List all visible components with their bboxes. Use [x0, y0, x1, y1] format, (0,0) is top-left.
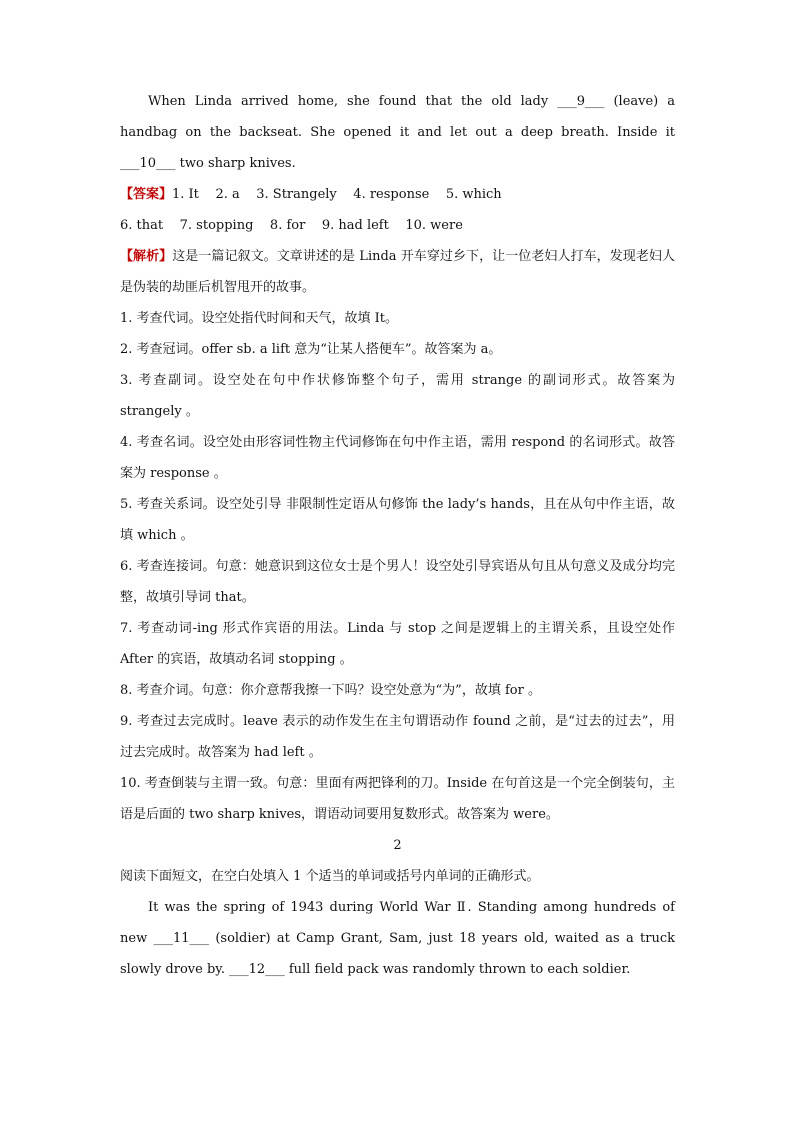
analysis-item-2: 2. 考查冠词。offer sb. a lift 意为“让某人搭便车”。故答案为 a。 — [120, 342, 502, 357]
exercise-instruction: 阅读下面短文，在空白处填入 1 个适当的单词或括号内单词的正确形式。 — [120, 869, 540, 884]
analysis-intro — [120, 241, 675, 303]
analysis-item-10: 10. 考查倒装与主谓一致。句意：里面有两把锋利的刀。Inside 在句首这是一个完全倒装句，主语是后面的 two sharp knives，谓语动词要用复数形式。故答案为 were。 — [120, 776, 675, 822]
analysis-item-1: 1. 考查代词。设空处指代时间和天气，故填 It。 — [120, 311, 399, 326]
document-content — [120, 86, 675, 985]
analysis-item-7: 7. 考查动词-ing 形式作宾语的用法。Linda 与 stop 之间是逻辑上的主谓关系，且设空处作 After 的宾语，故填动名词 stopping 。 — [120, 621, 675, 667]
section-number: 2 — [393, 838, 402, 853]
analysis-item-6: 6. 考查连接词。句意：她意识到这位女士是个男人！设空处引导宾语从句且从句意义及成分均完整，故填引导词 that。 — [120, 559, 675, 605]
analysis-item-5: 5. 考查关系词。设空处引导 非限制性定语从句修饰 the lady’s hands，且在从句中作主语，故填 which 。 — [120, 497, 675, 543]
answer-line-2 — [120, 210, 675, 241]
passage2-paragraph: It was the spring of 1943 during World War Ⅱ. Standing among hundreds of new ___11___ (soldier) at Camp Grant, Sam, just 18 years old, waited as a truck slowly drove by. ___12___ full field pack was randomly thrown to each soldier. — [120, 900, 675, 977]
answer-line-1 — [120, 179, 675, 210]
answer-list-1: 1. It 2. a 3. Strangely 4. response 5. which — [172, 187, 502, 202]
answer-list-2: 6. that 7. stopping 8. for 9. had left 10. were — [120, 218, 463, 233]
passage-paragraph-end: When Linda arrived home, she found that the old lady ___9___ (leave) a handbag on the backseat. She opened it and let out a deep breath. Inside it ___10___ two sharp knives. — [120, 94, 675, 171]
analysis-label: 【解析】 — [120, 249, 173, 264]
answer-label: 【答案】 — [120, 187, 173, 202]
analysis-item-3: 3. 考查副词。设空处在句中作状修饰整个句子，需用 strange 的副词形式。故答案为 strangely 。 — [120, 373, 675, 419]
analysis-item-4: 4. 考查名词。设空处由形容词性物主代词修饰在句中作主语，需用 respond 的名词形式。故答案为 response 。 — [120, 435, 675, 481]
analysis-intro-text: 这是一篇记叙文。文章讲述的是 Linda 开车穿过乡下，让一位老妇人打车，发现老妇人是伪装的劫匪后机智甩开的故事。 — [120, 249, 675, 295]
analysis-item-9: 9. 考查过去完成时。leave 表示的动作发生在主句谓语动作 found 之前，是“过去的过去”，用过去完成时。故答案为 had left 。 — [120, 714, 675, 760]
analysis-item-8: 8. 考查介词。句意：你介意帮我擦一下吗？设空处意为“为”，故填 for 。 — [120, 683, 541, 698]
